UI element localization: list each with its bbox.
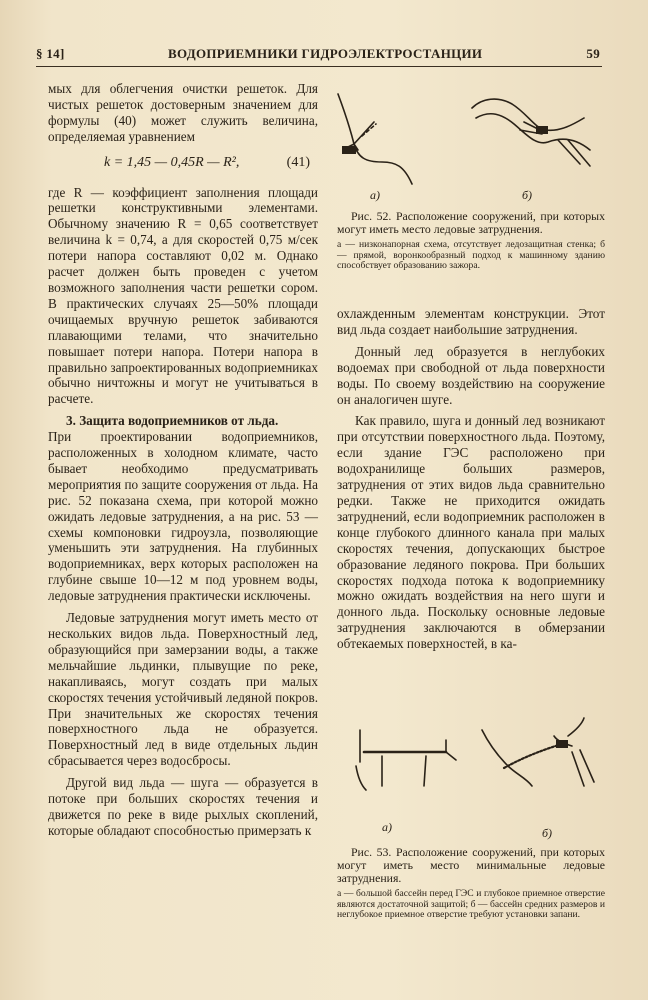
paragraph: Как правило, шуга и донный лед возникают при отсутствии поверхностного льда. Поэтому, если здание ГЭС расположено при водохранилище больших размеров, затруднения от этих видов льда сравнительно редки. Также не приходится ожидать затруднений, если водоприемник расположен в конце глубокого длинного канала при малых скоростях течения, допускающих быстрое образование ледяного покрова. При больших скоростях подхода потока к водоприемнику можно ожидать воздействия на него шуги и донного льда. Поскольку основные ледовые затруднения заключаются в обмерзании обтекаемых поверхностей, в ка- (337, 413, 605, 652)
figure-53 (332, 716, 608, 840)
paragraph: Ледовые затруднения могут иметь место от нескольких видов льда. Поверхностный лед, образующийся при замерзании воды, а также мельчайшие льдинки, плывущие по реке, накапливаясь, могут создать при малых скоростях течения устойчивый ледяной покров. При значительных же скоростях течения поверхностного льда не образуется. Поверхностный лед в виде отдельных льдин сбрасывается через водосбросы. (48, 610, 318, 769)
fig52a-intake-block (342, 146, 356, 154)
running-header (36, 44, 602, 67)
formula-number: (41) (286, 154, 310, 170)
page-number: 59 (586, 46, 600, 61)
formula-expression: k = 1,45 — 0,45R — R², (104, 154, 240, 170)
paragraph: мых для облегчения очистки решеток. Для чистых решеток достоверным значением для формулы (40) может служить величина, определяемая уравнением (48, 81, 318, 144)
fig53-label-a: а) (382, 820, 392, 834)
fig52-label-b: б) (522, 188, 533, 202)
figure-52-caption (337, 210, 605, 272)
fig53b-bank-right (568, 718, 584, 736)
right-column (337, 306, 605, 652)
figure-52 (332, 88, 608, 203)
fig52b-powerhouse (536, 126, 548, 134)
paragraph: где R — коэффициент заполнения площади решетки конструктивными элементами. Обычному значению R = 0,65 соответствует величина k = 0,74, а для скоростей 0,75 м/сек потери напора составляют 0,02 м. Однако расчет должен быть проведен с учетом возможного заполнения части решетки сором. В практических случаях 25—50% площади очищаемых вручную решеток забиваются плавающими телами, что значительно повышает потери напора. Потери напора в правильно запроектированных водоприемниках обычно ничтожны и могут не учитываться в расчете. (48, 184, 318, 407)
fig53b-tailrace (572, 752, 584, 786)
paragraph: Донный лед образуется в неглубоких водоемах при свободной от льда поверхности воды. По своему воздействию на сооружение он аналогичен шуге. (337, 343, 605, 407)
section-heading-paragraph (48, 413, 318, 429)
fig52a-structure-line (354, 122, 374, 144)
fig52a-wall-line (362, 124, 376, 136)
fig53-label-b: б) (542, 826, 553, 840)
fig53b-boom-line (504, 744, 562, 768)
fig52b-bank-upper (472, 99, 584, 130)
fig52-label-a: а) (370, 188, 380, 202)
fig52b-tailrace (558, 140, 580, 164)
caption-note: а — большой бассейн перед ГЭС и глубокое приемное отверстие являются достаточной защитой; б — бассейн средних размеров и неглубокое приемное отверстие требуют установки запани. (337, 888, 605, 921)
fig53a-wall (446, 752, 456, 760)
caption-text: Рис. 52. Расположение сооружений, при которых могут иметь место ледовые затруднения. (337, 209, 605, 236)
fig53b-tailrace (580, 750, 594, 782)
paragraph: При проектировании водоприемников, расположенных в холодном климате, часто бывает необходимо предусматривать мероприятия по защите сооружения от льда. На рис. 52 показана схема, при которой можно ожидать ледовые затруднения, а на рис. 53 — схемы компоновки гидроузла, позволяющие уменьшить эти затруднения. На глубинных водоприемниках, верх которых расположен на глубине свыше 10—12 м под уровнем воды, ледовые затруднения практически исключены. (48, 429, 318, 604)
fig53b-powerhouse (556, 740, 568, 748)
fig52a-bank-line (338, 94, 412, 184)
caption-text: Рис. 53. Расположение сооружений, при которых могут иметь место минимальные ледовые затруднения. (337, 845, 605, 885)
paragraph: охлажденным элементам конструкции. Этот вид льда создает наибольшие затруднения. (337, 306, 605, 337)
figure-52-drawing (332, 88, 608, 203)
formula-41 (48, 155, 318, 171)
running-title: ВОДОПРИЕМНИКИ ГИДРОЭЛЕКТРОСТАНЦИИ (168, 46, 483, 61)
caption-note: а — низконапорная схема, отсутствует ледозащитная стенка; б — прямой, воронкообразный подход к машинному зданию способствует образованию зажора. (337, 239, 605, 272)
figure-53-caption (337, 846, 605, 921)
left-column (48, 81, 318, 839)
figure-53-drawing (332, 716, 608, 840)
paragraph: Другой вид льда — шуга — образуется в потоке при больших скоростях течения и движется по реке в виде рыхлых скоплений, которые обладают способностью примерзать к (48, 775, 318, 838)
section-heading: 3. Защита водоприемников от льда. (66, 413, 279, 429)
fig53a-bank-curve (356, 766, 366, 790)
fig53a-channel (424, 756, 426, 786)
section-number: § 14] (36, 46, 65, 61)
